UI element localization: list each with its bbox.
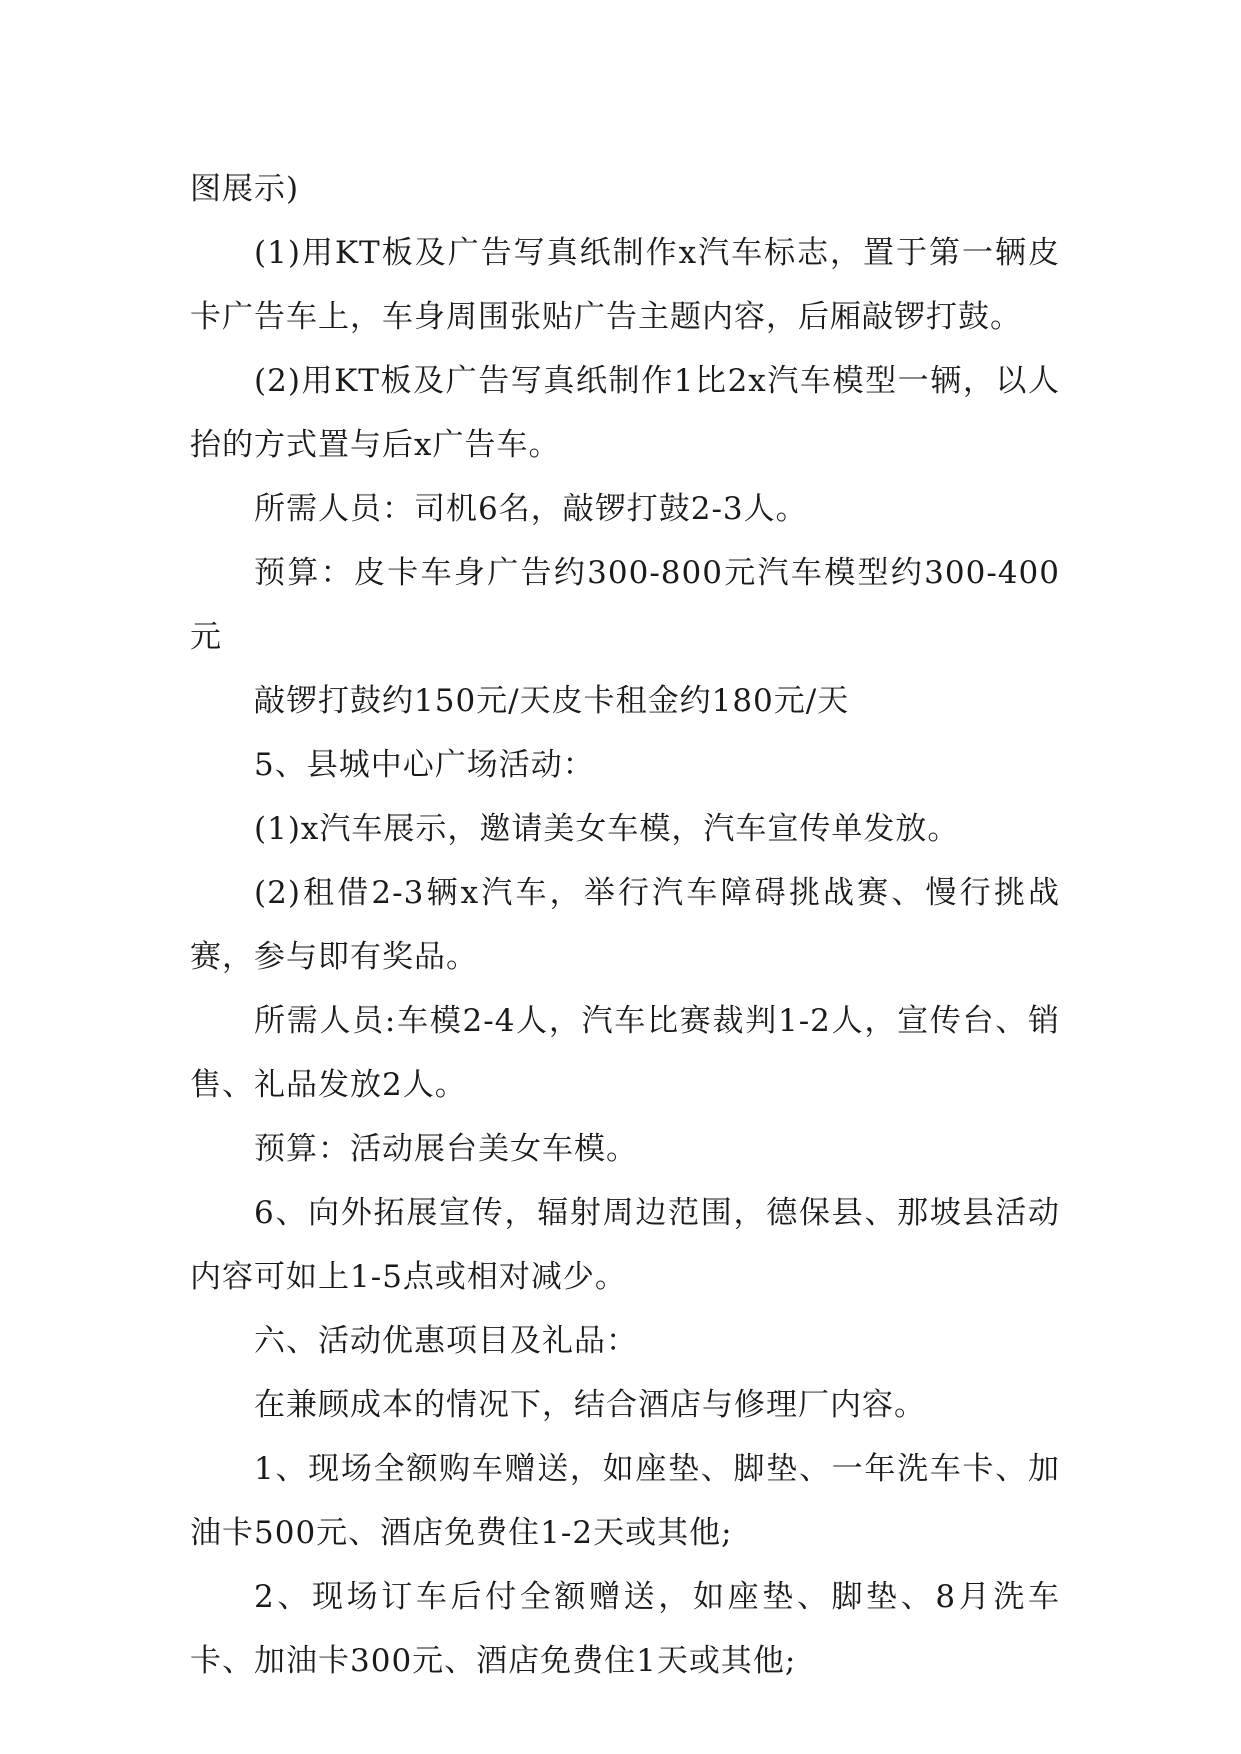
document-body (190, 157, 1060, 1693)
paragraph-4: 所需人员：司机6名，敲锣打鼓2-3人。 (254, 491, 808, 527)
paragraph-9: (2)租借2-3辆x汽车，举行汽车障碍挑战赛、慢行挑战赛，参与即有奖品。 (190, 875, 1060, 975)
paragraph-6: 敲锣打鼓约150元/天皮卡租金约180元/天 (254, 683, 850, 719)
paragraph-15: 1、现场全额购车赠送，如座垫、脚垫、一年洗车卡、加油卡500元、酒店免费住1-2天或其他; (190, 1451, 1060, 1551)
paragraph-5: 预算：皮卡车身广告约300-800元汽车模型约300-400元 (190, 555, 1060, 655)
paragraph-13: 六、活动优惠项目及礼品： (254, 1323, 638, 1359)
paragraph-2: (1)用KT板及广告写真纸制作x汽车标志，置于第一辆皮卡广告车上，车身周围张贴广告主题内容，后厢敲锣打鼓。 (190, 235, 1060, 335)
paragraph-7: 5、县城中心广场活动： (254, 747, 595, 783)
paragraph-10: 所需人员:车模2-4人，汽车比赛裁判1-2人，宣传台、销售、礼品发放2人。 (190, 1003, 1060, 1103)
paragraph-14: 在兼顾成本的情况下，结合酒店与修理厂内容。 (254, 1387, 926, 1423)
paragraph-11: 预算：活动展台美女车模。 (254, 1131, 638, 1167)
paragraph-16: 2、现场订车后付全额赠送，如座垫、脚垫、8月洗车卡、加油卡300元、酒店免费住1天或其他; (190, 1579, 1060, 1679)
paragraph-12: 6、向外拓展宣传，辐射周边范围，德保县、那坡县活动内容可如上1-5点或相对减少。 (190, 1195, 1060, 1295)
paragraph-1: 图展示) (190, 171, 300, 207)
paragraph-3: (2)用KT板及广告写真纸制作1比2x汽车模型一辆，以人抬的方式置与后x广告车。 (190, 363, 1060, 463)
paragraph-8: (1)x汽车展示，邀请美女车模，汽车宣传单发放。 (254, 811, 960, 847)
